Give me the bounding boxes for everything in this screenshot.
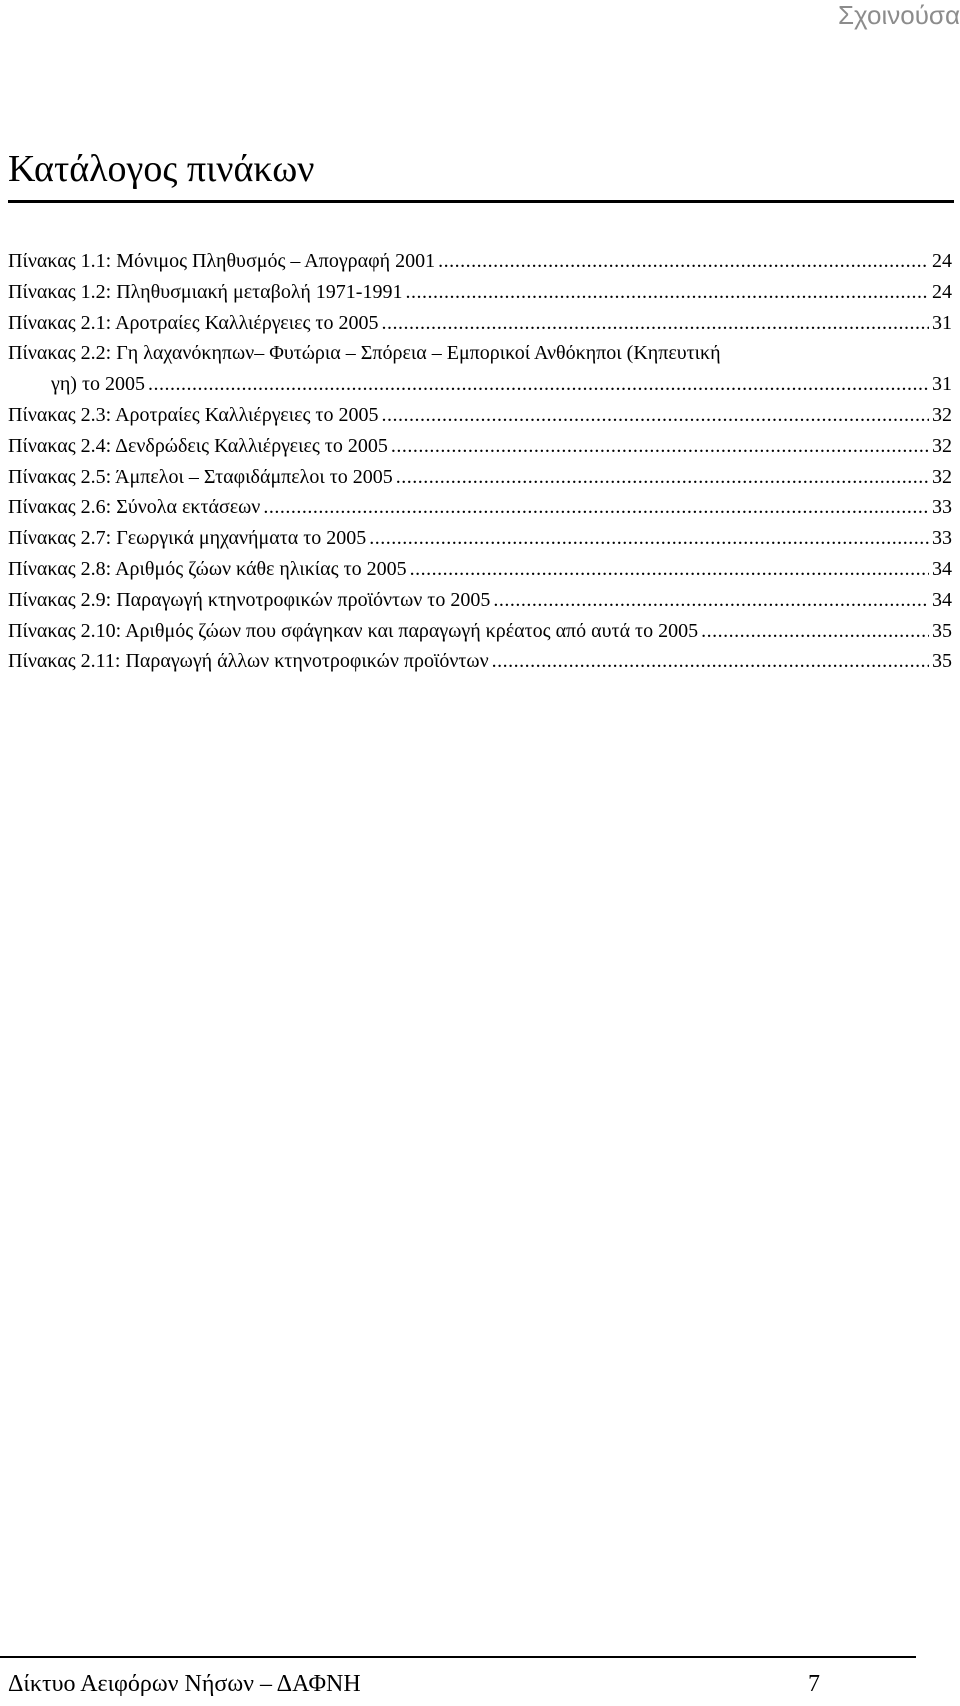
dot-leader: [148, 369, 929, 400]
toc-entry-label: Πίνακας 1.2: Πληθυσμιακή μεταβολή 1971-1991: [8, 280, 403, 303]
toc-entry-label-continued: γη) το 2005: [51, 373, 145, 396]
toc-entry-2-4[interactable]: [8, 431, 952, 462]
toc-entry-2-3[interactable]: [8, 400, 952, 431]
toc-entry-page: 33: [932, 527, 952, 550]
dot-leader: [493, 585, 929, 616]
toc-entry-page: 32: [932, 403, 952, 426]
toc-entry-continuation: [8, 369, 952, 400]
toc-entry-label: Πίνακας 2.10: Αριθμός ζώων που σφάγηκαν και παραγωγή κρέατος από αυτά το 2005: [8, 619, 699, 642]
toc-entry-label: Πίνακας 2.8: Αριθμός ζώων κάθε ηλικίας το 2005: [8, 557, 407, 580]
toc-entry-2-5[interactable]: [8, 462, 952, 493]
dot-leader: [410, 554, 929, 585]
toc-entry-page: 24: [932, 250, 952, 272]
table-of-tables: [8, 246, 952, 677]
dot-leader: [492, 646, 929, 677]
running-header: Σχοινούσα: [837, 0, 960, 30]
dot-leader: [381, 308, 929, 339]
toc-entry-1-2[interactable]: [8, 277, 952, 308]
toc-entry-2-11[interactable]: [8, 646, 952, 677]
dot-leader: [396, 462, 929, 493]
toc-entry-label: Πίνακας 2.2: Γη λαχανόκηπων– Φυτώρια – Σπόρεια – Εμπορικοί Ανθόκηποι (Κηπευτική: [8, 342, 721, 365]
toc-entry-page: 35: [932, 650, 952, 673]
toc-entry-page: 35: [932, 619, 952, 642]
page-title: Κατάλογος πινάκων: [8, 144, 954, 203]
toc-entry-label: Πίνακας 2.3: Αροτραίες Καλλιέργειες το 2005: [8, 403, 379, 426]
dot-leader: [263, 492, 929, 523]
toc-entry-2-10[interactable]: [8, 616, 952, 647]
toc-entry-page: 32: [932, 434, 952, 457]
footer-divider: [0, 1656, 916, 1658]
toc-entry-2-1[interactable]: [8, 308, 952, 339]
dot-leader: [391, 431, 929, 462]
toc-entry-2-7[interactable]: [8, 523, 952, 554]
toc-entry-page: 31: [932, 373, 952, 396]
toc-entry-label: Πίνακας 2.9: Παραγωγή κτηνοτροφικών προϊόντων το 2005: [8, 588, 491, 611]
dot-leader: [381, 400, 929, 431]
toc-entry-2-2[interactable]: [8, 338, 952, 400]
toc-entry-page: 32: [932, 465, 952, 488]
toc-entry-2-8[interactable]: [8, 554, 952, 585]
toc-entry-label: Πίνακας 2.5: Άμπελοι – Σταφιδάμπελοι το 2005: [8, 465, 393, 488]
toc-entry-label: Πίνακας 2.7: Γεωργικά μηχανήματα το 2005: [8, 527, 367, 550]
dot-leader: [369, 523, 929, 554]
footer-project-name: Δίκτυο Αειφόρων Νήσων – ΔΑΦΝΗ: [8, 1671, 361, 1697]
toc-entry-label: Πίνακας 1.1: Μόνιμος Πληθυσμός – Απογραφή 2001: [8, 250, 436, 272]
dot-leader: [438, 246, 929, 277]
toc-entry-label: Πίνακας 2.6: Σύνολα εκτάσεων: [8, 496, 261, 519]
toc-entry-label: Πίνακας 2.11: Παραγωγή άλλων κτηνοτροφικών προϊόντων: [8, 650, 489, 673]
toc-entry-label: Πίνακας 2.1: Αροτραίες Καλλιέργειες το 2005: [8, 311, 379, 334]
toc-entry-2-9[interactable]: [8, 585, 952, 616]
toc-entry-page: 34: [932, 588, 952, 611]
toc-entry-page: 33: [932, 496, 952, 519]
dot-leader: [701, 616, 929, 647]
dot-leader: [405, 277, 929, 308]
toc-entry-page: 31: [932, 311, 952, 334]
toc-entry-2-6[interactable]: [8, 492, 952, 523]
toc-entry-1-1[interactable]: [8, 246, 952, 277]
footer-page-number: 7: [808, 1671, 820, 1697]
toc-entry-page: 24: [932, 280, 952, 303]
toc-entry-page: 34: [932, 557, 952, 580]
toc-entry-label: Πίνακας 2.4: Δενδρώδεις Καλλιέργειες το 2005: [8, 434, 388, 457]
